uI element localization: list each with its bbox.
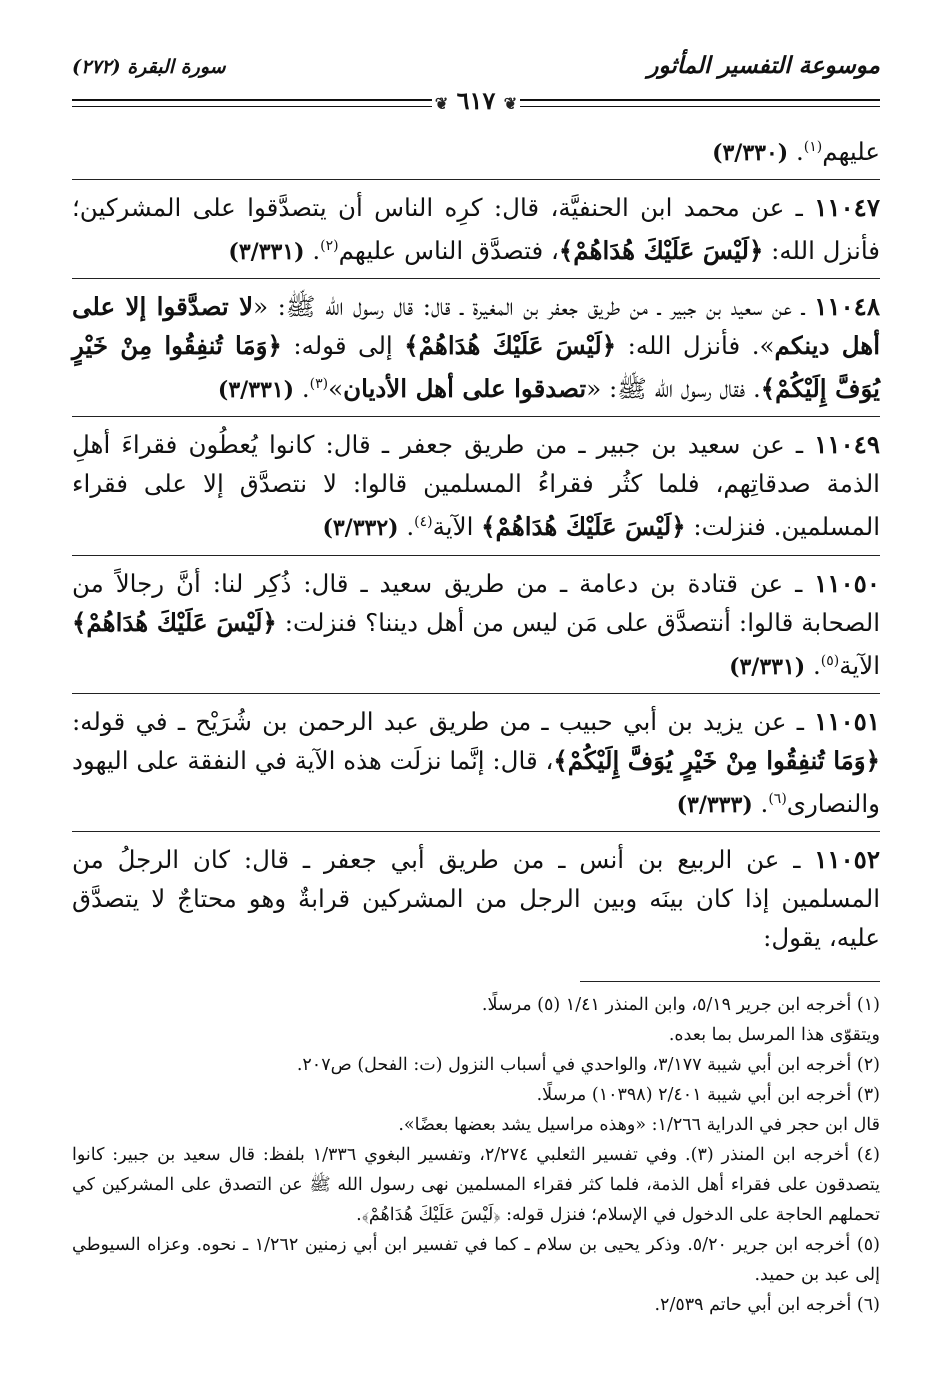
hadith-text: لا تصدَّقوا إلا على أهل دينكم — [72, 292, 881, 361]
entry-text: ـ عن محمد ابن الحنفيَّة، قال: كرِه الناس أن يتصدَّقوا على المشركين؛ فأنزل الله: — [72, 193, 880, 266]
entry-11050: ١١٠٥٠ ـ عن قتادة بن دعامة ـ من طريق سعيد ـ قال: ذُكِر لنا: أنَّ رجالاً من الصحابة قالوا: أنتصدَّق على مَن ليس من أهل ديننا؟ فنزلت: ﴿لَيْسَ عَلَيْكَ هُدَاهُمْ﴾ الآية$^{(٥)}$. (٣/٣٣١) — [72, 564, 880, 694]
hadith-text: تصدقوا على أهل الأديان — [343, 374, 587, 404]
entry-number: ١١٠٤٧ — [814, 193, 880, 223]
entry-text: . فقال رسول الله ﷺ: « — [586, 374, 761, 404]
volume-reference: (٣/٣٣١) — [228, 239, 305, 266]
footnote: (٣) أخرجه ابن أبي شيبة ٢/٤٠١ (١٠٣٩٨) مرسلًا. — [536, 1084, 880, 1105]
entry-text: عليهم — [822, 137, 880, 167]
entry-11052 — [72, 840, 880, 963]
entry-text: ». فأنزل الله: — [616, 331, 775, 361]
footnote-marker: (٦) — [768, 790, 787, 807]
volume-reference: (٣/٣٣١) — [729, 653, 806, 680]
footnote-marker: (٥) — [820, 652, 840, 669]
footnote: (٤) أخرجه ابن المنذر (٣). وفي تفسير الثعلبي ٢/٢٧٤، وتفسير البغوي ١/٣٣٦ بلفظ: قال سعيد بن جبير: كانوا يتصدقون على فقراء أهل الذمة، فلما كثر فقراء المسلمين نهى رسول الله ﷺ عن التصدق على المشركين كي تحملهم الحاجة على الدخول في الإسلام؛ فنزل قوله: ﴿لَيْسَ عَلَيْكَ هُدَاهُمْ﴾. — [72, 1144, 880, 1225]
entry-text: ـ عن سعيد بن جبير ـ من طريق جعفر ـ قال: كانوا يُعطُون فقراءَ أهلِ الذمة صدقاتِهم، فلما كثُر فقراءُ المسلمين قالوا: لا نتصدَّق إلا على فقراء المسلمين. فنزلت: — [72, 430, 880, 542]
entry-number: ١١٠٥٢ — [814, 844, 880, 874]
page — [72, 52, 880, 1320]
entry-text: ـ عن الربيع بن أنس ـ من طريق أبي جعفر ـ قال: كان الرجلُ من المسلمين إذا كان بينَه وبين الرجل من المشركين قرابةٌ وهو محتاجٌ لا يتصدَّق عليه، يقول: — [72, 844, 880, 952]
page-number: ٦١٧ — [456, 86, 496, 115]
ornament-icon: ❦ — [434, 94, 449, 113]
quran-verse: ﴿لَيْسَ عَلَيْكَ هُدَاهُمْ﴾ — [72, 607, 277, 637]
entry-11051: ١١٠٥١ ـ عن يزيد بن أبي حبيب ـ من طريق عبد الرحمن بن شُرَيْح ـ في قوله: ﴿وَمَا تُنفِقُوا مِنْ خَيْرٍ يُوَفَّ إِلَيْكُمْ﴾، قال: إنَّما نزلَت هذه الآية في النفقة على اليهود والنصارى$^{(٦)}$. (٣/٣٣٣) — [72, 702, 880, 832]
entry-number: ١١٠٥٠ — [814, 568, 880, 598]
entry-text: ـ عن يزيد بن أبي حبيب ـ من طريق عبد الرحمن بن شُرَيْح ـ في قوله: — [72, 706, 815, 736]
entry-text: الآية — [839, 650, 880, 680]
footnote-marker: (٢) — [320, 238, 339, 255]
entry-continuation: عليهم$^{(١)}$. (٣/٣٣٠) — [72, 128, 880, 180]
book-title: موسوعة التفسير المأثور — [647, 52, 880, 79]
footnote-marker: (٤) — [414, 514, 433, 531]
footnote: قال ابن حجر في الدراية ١/٢٦٦: «وهذه مراسيل يشد بعضها بعضًا». — [398, 1114, 880, 1135]
quran-verse: ﴿لَيْسَ عَلَيْكَ هُدَاهُمْ﴾ — [481, 512, 686, 542]
entry-number: ١١٠٥١ — [814, 706, 880, 736]
quran-verse: ﴿وَمَا تُنفِقُوا مِنْ خَيْرٍ يُوَفَّ إِلَيْكُمْ﴾ — [72, 331, 880, 404]
ornament-icon: ❦ — [503, 94, 518, 113]
footnote: (٦) أخرجه ابن أبي حاتم ٢/٥٣٩. — [654, 1294, 880, 1315]
entry-text: ـ عن قتادة بن دعامة ـ من طريق سعيد ـ قال: ذُكِر لنا: أنَّ رجالاً من الصحابة قالوا: أنتصدَّق على مَن ليس من أهل ديننا؟ فنزلت: — [72, 568, 880, 637]
entry-text: الآية — [432, 512, 482, 542]
entry-11049: ١١٠٤٩ ـ عن سعيد بن جبير ـ من طريق جعفر ـ قال: كانوا يُعطُون فقراءَ أهلِ الذمة صدقاتِهم، فلما كثُر فقراءُ المسلمين قالوا: لا نتصدَّق إلا على فقراء المسلمين. فنزلت: ﴿لَيْسَ عَلَيْكَ هُدَاهُمْ﴾ الآية$^{(٤)}$. (٣/٣٣٢) — [72, 425, 880, 555]
footnote: (٥) أخرجه ابن جرير ٥/٢٠. وذكر يحيى بن سلام ـ كما في تفسير ابن أبي زمنين ١/٢٦٢ ـ نحوه. وعزاه السيوطي إلى عبد بن حميد. — [72, 1234, 880, 1285]
quran-verse: ﴿لَيْسَ عَلَيْكَ هُدَاهُمْ﴾ — [558, 236, 764, 266]
volume-reference: (٣/٣٣٣) — [676, 791, 753, 818]
volume-reference: (٣/٣٣٢) — [322, 515, 399, 542]
entry-11047: ١١٠٤٧ ـ عن محمد ابن الحنفيَّة، قال: كرِه الناس أن يتصدَّقوا على المشركين؛ فأنزل الله: ﴿لَيْسَ عَلَيْكَ هُدَاهُمْ﴾، فتصدَّق الناس عليهم$^{(٢)}$. (٣/٣٣١) — [72, 188, 880, 279]
entry-11048: ١١٠٤٨ ـ عن سعيد بن جبير ـ من طريق جعفر بن المغيرة ـ قال: قال رسول الله ﷺ: «لا تصدَّقوا إلا على أهل دينكم». فأنزل الله: ﴿لَيْسَ عَلَيْكَ هُدَاهُمْ﴾ إلى قوله: ﴿وَمَا تُنفِقُوا مِنْ خَيْرٍ يُوَفَّ إِلَيْكُمْ﴾. فقال رسول الله ﷺ: «تصدقوا على أهل الأديان»$^{(٣)}$. (٣/٣٣١) — [72, 287, 880, 417]
surah-label: سورة البقرة (٢٧٢) — [72, 56, 226, 78]
footnote: (١) أخرجه ابن جرير ٥/١٩، وابن المنذر ١/٤١ (٥) مرسلًا. — [481, 994, 880, 1015]
footnote-marker: (٣) — [309, 376, 329, 393]
entry-text: ـ عن سعيد بن جبير ـ من طريق جعفر بن المغيرة ـ قال: قال رسول الله ﷺ: « — [253, 292, 815, 322]
entry-text: ، قال: إنَّما نزلَت هذه الآية في النفقة على اليهود والنصارى — [72, 745, 880, 818]
footnote-separator — [580, 981, 880, 982]
rule-left — [72, 99, 432, 107]
volume-reference: (٣/٣٣١) — [217, 377, 295, 404]
entry-text: إلى قوله: — [281, 331, 405, 361]
quran-verse: ﴿وَمَا تُنفِقُوا مِنْ خَيْرٍ يُوَفَّ إِلَيْكُمْ﴾ — [553, 745, 880, 775]
main-text — [72, 128, 880, 963]
volume-reference: (٣/٣٣٠) — [712, 140, 789, 167]
entry-number: ١١٠٤٨ — [814, 292, 880, 322]
entry-text: ، فتصدَّق الناس عليهم — [338, 236, 559, 266]
entry-number: ١١٠٤٩ — [814, 430, 880, 460]
header-rule — [72, 88, 880, 114]
footnote: (٢) أخرجه ابن أبي شيبة ٣/١٧٧، والواحدي في أسباب النزول (ت: الفحل) ص٢٠٧. — [296, 1054, 880, 1075]
quran-verse: ﴿لَيْسَ عَلَيْكَ هُدَاهُمْ﴾ — [404, 331, 617, 361]
footnote: ويتقوّى هذا المرسل بما بعده. — [668, 1024, 880, 1045]
footnote-marker: (١) — [803, 139, 823, 155]
entry-text: » — [328, 374, 344, 404]
footnotes — [72, 990, 880, 1320]
running-header — [72, 52, 880, 88]
